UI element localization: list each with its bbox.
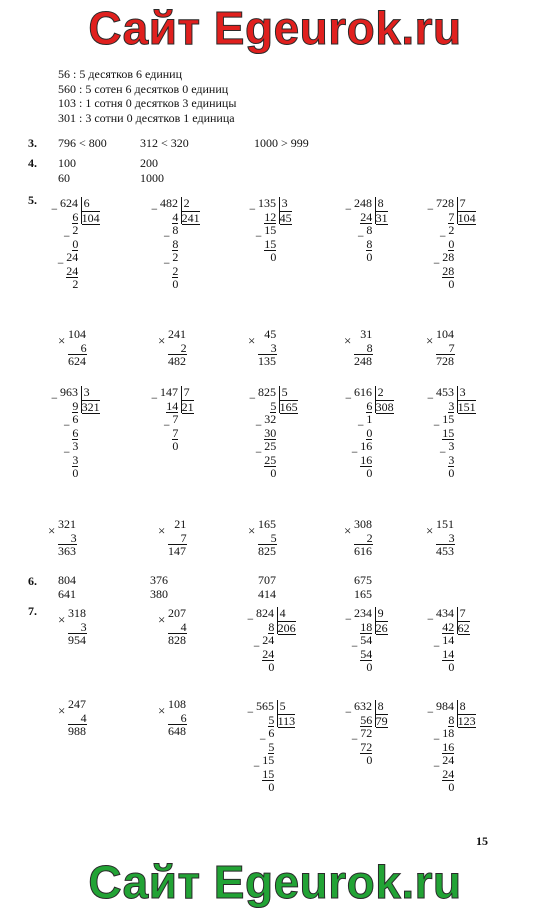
minus-sign: − [351,445,358,459]
product: 248 [354,354,372,368]
quotient: 31 [375,210,388,225]
multiplier: 3 [436,532,455,545]
minus-sign: − [63,229,71,243]
multiplicand: 104 [436,327,454,341]
minus-sign: − [433,732,440,746]
division-step: 8 [448,712,455,727]
intro-line: 103 : 1 сотня 0 десятков 3 единицы [58,96,237,110]
quotient: 113 [277,713,296,728]
division-step: 5 [268,739,275,754]
minus-sign: − [163,229,171,243]
multiplier: 7 [168,532,187,545]
quotient: 241 [181,210,200,225]
division-step: 14 [442,646,455,661]
product: 954 [68,633,86,647]
task-7-number: 7. [28,604,37,618]
minus-sign: − [249,391,256,405]
multiplicand: 151 [436,517,454,531]
multiplicand: 21 [174,517,187,531]
division-step: 8 [366,236,373,251]
division-step: 14 [166,398,179,413]
division-step: 54 [360,646,373,661]
division-step: 14 [442,633,455,647]
division-step: 0 [72,466,79,480]
multiply-sign: × [58,612,66,627]
minus-sign: − [255,445,262,459]
multiply-sign: × [426,333,434,348]
division-step: 3 [448,398,455,413]
multiply-sign: × [248,523,256,538]
division-step: 0 [366,425,373,440]
task-4-number: 4. [28,156,37,170]
minus-sign: − [63,418,71,432]
task-6-number: 6. [28,574,37,588]
multiplicand: 104 [68,327,86,341]
dividend: 135 [258,196,276,210]
multiply-sign: × [344,333,352,348]
multiplier: 7 [436,342,455,355]
intro-line: 560 : 5 сотен 6 десятков 0 единиц [58,81,229,96]
division-step: 0 [448,780,455,794]
divisor: 9 [377,606,384,620]
task-6-value: 675 [354,573,372,587]
multiplicand: 321 [58,517,76,531]
division-step: 0 [448,466,455,480]
minus-sign: − [151,202,158,216]
divisor: 2 [183,196,190,210]
product: 147 [168,544,186,558]
task-6-value: 804 [58,573,76,587]
quotient: 123 [457,713,476,728]
divisor: 5 [279,699,286,713]
product: 135 [258,354,276,368]
division-step: 25 [264,452,277,467]
division-step: 42 [442,619,455,634]
division-step: 28 [442,263,455,278]
division-step: 5 [270,398,277,413]
division-step: 5 [268,712,275,727]
division-step: 72 [360,739,373,754]
divisor: 3 [83,385,90,399]
division-step: 24 [442,766,455,781]
divisor: 3 [459,385,466,399]
multiply-sign: × [48,523,56,538]
multiplicand: 308 [354,517,372,531]
minus-sign: − [357,418,365,432]
minus-sign: − [51,202,58,216]
minus-sign: − [433,759,440,773]
division-step: 2 [72,223,79,237]
divisor: 7 [459,606,466,620]
minus-sign: − [255,229,262,243]
division-step: 0 [172,277,179,291]
minus-sign: − [433,256,440,270]
quotient: 321 [81,399,100,414]
divisor: 7 [183,385,190,399]
division-step: 8 [366,223,373,237]
product: 616 [354,544,372,558]
intro-lines [58,67,236,125]
task-3-number: 3. [28,136,37,150]
multiply-sign: × [344,523,352,538]
product: 624 [68,354,86,368]
division-step: 2 [172,263,179,278]
dividend: 984 [436,699,454,713]
quotient: 79 [375,713,388,728]
division-step: 2 [448,223,455,237]
multiply-sign: × [426,523,434,538]
minus-sign: − [247,612,254,626]
multiplicand: 108 [168,697,186,711]
minus-sign: − [163,418,171,432]
minus-sign: − [427,612,434,626]
multiplicand: 207 [168,606,186,620]
division-step: 25 [264,439,277,453]
multiply-sign: × [58,703,66,718]
task-6-value: 165 [354,587,372,601]
minus-sign: − [345,705,352,719]
minus-sign: − [253,639,260,653]
division-step: 54 [360,633,373,647]
minus-sign: − [433,639,440,653]
site-banner-top: Сайт Egeurok.ru [88,2,462,54]
multiplier: 4 [168,621,187,634]
division-step: 28 [442,250,455,264]
multiplicand: 45 [264,327,277,341]
quotient: 45 [279,210,292,225]
division-step: 24 [262,646,275,661]
division-step: 8 [172,223,179,237]
task-6-value: 376 [150,573,168,587]
division-step: 15 [442,425,455,440]
division-step: 0 [366,660,373,674]
division-step: 1 [366,412,373,426]
minus-sign: − [259,732,267,746]
divisor: 8 [377,699,384,713]
division-step: 0 [366,466,373,480]
division-step: 0 [448,277,455,291]
quotient: 62 [457,620,470,635]
division-step: 3 [72,452,79,467]
minus-sign: − [249,202,256,216]
task-5-number: 5. [28,193,37,207]
division-step: 24 [360,209,373,224]
product: 453 [436,544,454,558]
minus-sign: − [439,445,447,459]
dividend: 147 [160,385,178,399]
task-3-item: 312 < 320 [140,136,189,150]
dividend: 482 [160,196,178,210]
quotient: 26 [375,620,388,635]
multiplier: 3 [58,532,77,545]
dividend: 824 [256,606,274,620]
multiplicand: 247 [68,697,86,711]
division-step: 2 [172,250,179,264]
minus-sign: − [351,732,358,746]
division-step: 6 [72,209,79,224]
division-step: 8 [268,619,275,634]
division-step: 0 [270,466,277,480]
multiplier: 8 [354,342,373,355]
minus-sign: − [345,612,352,626]
quotient: 206 [277,620,296,635]
minus-sign: − [163,256,171,270]
division-step: 15 [262,766,275,781]
minus-sign: − [439,229,447,243]
division-step: 0 [366,753,373,767]
division-step: 3 [72,439,79,453]
site-banner-bottom: Сайт Egeurok.ru [88,856,462,908]
multiply-sign: × [248,333,256,348]
task-4-value: 60 [58,171,70,185]
task-4-value: 100 [58,156,76,170]
quotient: 151 [457,399,476,414]
page-number: 15 [476,834,488,848]
minus-sign: − [255,418,262,432]
multiply-sign: × [158,333,166,348]
division-step: 9 [72,398,79,413]
division-step: 2 [72,277,79,291]
division-step: 7 [172,425,179,440]
division-step: 18 [442,726,455,740]
task-6-value: 707 [258,573,276,587]
minus-sign: − [427,202,434,216]
quotient: 104 [81,210,100,225]
dividend: 248 [354,196,372,210]
division-step: 16 [360,439,373,453]
divisor: 5 [281,385,288,399]
task-3-item: 1000 > 999 [254,136,309,150]
quotient: 308 [375,399,394,414]
dividend: 234 [354,606,372,620]
division-step: 4 [172,209,179,224]
product: 728 [436,354,454,368]
multiplicand: 165 [258,517,276,531]
minus-sign: − [345,391,352,405]
division-step: 16 [442,739,455,754]
division-step: 15 [262,753,275,767]
division-step: 8 [172,236,179,251]
dividend: 632 [354,699,372,713]
division-step: 15 [264,236,277,251]
division-step: 6 [72,412,79,426]
division-step: 56 [360,712,373,727]
division-step: 18 [360,619,373,634]
division-step: 7 [448,209,455,224]
quotient: 104 [457,210,476,225]
division-step: 6 [72,425,79,440]
divisor: 8 [377,196,384,210]
divisor: 4 [279,606,286,620]
product: 828 [168,633,186,647]
divisor: 2 [377,385,384,399]
quotient: 21 [181,399,194,414]
division-step: 15 [264,223,277,237]
division-step: 0 [366,250,373,264]
multiply-sign: × [158,703,166,718]
division-step: 0 [72,236,79,251]
minus-sign: − [247,705,254,719]
multiplier: 3 [68,621,87,634]
division-step: 7 [172,412,179,426]
minus-sign: − [345,202,352,216]
division-step: 16 [360,452,373,467]
multiply-sign: × [58,333,66,348]
dividend: 453 [436,385,454,399]
multiplier: 3 [258,342,277,355]
divisor: 6 [83,196,90,210]
multiplicand: 318 [68,606,86,620]
division-step: 72 [360,726,373,740]
division-step: 24 [262,633,275,647]
task-6-value: 380 [150,587,168,601]
dividend: 434 [436,606,454,620]
division-step: 30 [264,425,277,440]
quotient: 165 [279,399,298,414]
dividend: 825 [258,385,276,399]
division-step: 0 [268,660,275,674]
division-step: 3 [448,439,455,453]
dividend: 963 [60,385,78,399]
division-step: 3 [448,452,455,467]
multiplier: 6 [168,712,187,725]
minus-sign: − [427,391,434,405]
task-3-item: 796 < 800 [58,136,107,150]
multiplier: 6 [68,342,87,355]
division-step: 0 [172,439,179,453]
multiply-sign: × [158,612,166,627]
minus-sign: − [63,445,71,459]
intro-line: 56 : 5 десятков 6 единиц [58,67,183,81]
division-step: 15 [442,412,455,426]
task-4-value: 200 [140,156,158,170]
division-step: 24 [442,753,455,767]
dividend: 616 [354,385,372,399]
division-step: 24 [66,250,79,264]
dividend: 565 [256,699,274,713]
division-step: 12 [264,209,277,224]
dividend: 728 [436,196,454,210]
task-6-value: 414 [258,587,276,601]
division-step: 0 [448,660,455,674]
division-step: 6 [268,726,275,740]
divisor: 7 [459,196,466,210]
minus-sign: − [57,256,64,270]
divisor: 8 [459,699,466,713]
multiply-sign: × [158,523,166,538]
dividend: 624 [60,196,78,210]
minus-sign: − [253,759,260,773]
division-step: 32 [264,412,277,426]
minus-sign: − [357,229,365,243]
minus-sign: − [433,418,440,432]
product: 825 [258,544,276,558]
intro-line: 301 : 3 сотни 0 десятков 1 единица [58,110,235,125]
multiplicand: 31 [360,327,373,341]
task-4-value: 1000 [140,171,164,185]
division-step: 6 [366,398,373,413]
multiplier: 5 [258,532,277,545]
division-step: 0 [448,236,455,251]
multiplier: 2 [354,532,373,545]
product: 988 [68,724,86,738]
division-step: 0 [270,250,277,264]
task-6-value: 641 [58,587,76,601]
minus-sign: − [427,705,434,719]
divisor: 3 [281,196,288,210]
multiplicand: 241 [168,327,186,341]
minus-sign: − [51,391,58,405]
multiplier: 2 [168,342,187,355]
minus-sign: − [151,391,158,405]
division-step: 0 [268,780,275,794]
minus-sign: − [351,639,358,653]
product: 648 [168,724,186,738]
product: 482 [168,354,186,368]
division-step: 24 [66,263,79,278]
multiplier: 4 [68,712,87,725]
product: 363 [58,544,76,558]
